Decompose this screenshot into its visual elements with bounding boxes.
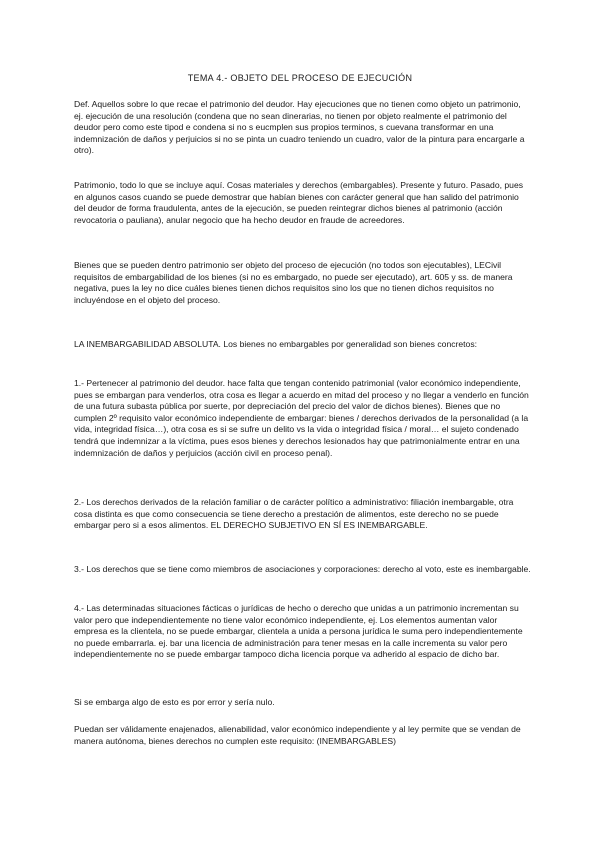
paragraph-bienes-ejecutables: Bienes que se pueden dentro patrimonio ser objeto del proceso de ejecución (no todos son ejecutables), LECivil requisitos de embargabilidad de los bienes (si no es embargado, no puede ser ejecutado), art. 605 y ss. de manera negativa, pues la ley no dice cuáles bienes tienen dichos requisitos sino los que no tienen dichos requisitos no incluyéndose en el objeto del proceso. <box>74 260 513 305</box>
paragraph-enajenacion: Puedan ser válidamente enajenados, alienabilidad, valor económico independiente y al ley permite que se vendan de manera autónoma, bienes derechos no cumplen este requisito: (INEMBARGABLES) <box>74 724 521 746</box>
paragraph-inembargabilidad-heading: LA INEMBARGABILIDAD ABSOLUTA. Los bienes no embargables por generalidad son bienes concretos: <box>74 339 478 349</box>
paragraph-requisito-3: 3.- Los derechos que se tiene como miembros de asociaciones y corporaciones: derecho al voto, este es inembargable. <box>74 564 531 574</box>
paragraph-requisito-4: 4.- Las determinadas situaciones fácticas o jurídicas de hecho o derecho que unidas a un patrimonio incrementan su valor pero que independientemente no tiene valor económico independiente, ej. Los elementos aumentan valor empresa es la clientela, no se puede embargar, clientela a unida a persona jurídica le suma pero independientemente no puede embarrarla. ej. bar una licencia de administración para tener mesas en la calle incrementa su valor pero independientemente no se puede embargar tampoco dicha licencia porque va adherido al espacio de dicho bar. <box>74 603 523 660</box>
paragraph-patrimonio: Patrimonio, todo lo que se incluye aquí. Cosas materiales y derechos (embargables). Presente y futuro. Pasado, pues en algunos casos cuando se puede demostrar que habían bienes con carácter general que han salido del patrimonio del deudor de forma fraudulenta, antes de la ejecución, se pueden reintegrar dichos bienes al patrimonio (acción revocatoria o pauliana), anular negocio que ha hecho deudor en fraude de acreedores. <box>74 180 524 225</box>
paragraph-definition: Def. Aquellos sobre lo que recae el patrimonio del deudor. Hay ejecuciones que no tienen como objeto un patrimonio, ej. ejecución de una resolución (condena que no sean dinerarias, no tienen por objeto realmente el patrimonio del deudor pero como este tipod e condena si no s eucmplen sus propios terminos, s cuevana transformar en una indemnización de daños y perjuicios si no se pinta un cuadro teniendo un cuadro, valor de la pintura para encargarle a otro). <box>74 99 525 156</box>
document-title: TEMA 4.- OBJETO DEL PROCESO DE EJECUCIÓN <box>187 73 413 83</box>
paragraph-requisito-1: 1.- Pertenecer al patrimonio del deudor. hace falta que tengan contenido patrimonial (valor económico independiente, pues se embargan para venderlos, otra cosa es llegar a acuerdo en mitad del proceso y no llegar a venderlo en función de una futura subasta pública por suerte, por depreciación del precio del valor de dichos bienes). Bienes que no cumplen 2º requisito valor económico independiente de embargar: bienes / derechos derivados de la personalidad (a la vida, integridad física…), otra cosa es si se sufre un delito vs la vida o integridad física / moral… el sujeto condenado tendrá que indemnizar a la víctima, pues esos bienes y derechos lesionados hay que patrimonialmente entrar en una indemnización de daños y perjuicios (acción civil en proceso penal). <box>74 378 529 458</box>
paragraph-nulidad: Si se embarga algo de esto es por error y sería nulo. <box>74 697 275 707</box>
paragraph-requisito-2: 2.- Los derechos derivados de la relación familiar o de carácter político a administrativo: filiación inembargable, otra cosa distinta es que como consecuencia se tiene derecho a prestación de alimentos, este derecho no se puede embargar pero si a esos alimentos. EL DERECHO SUBJETIVO EN SÍ ES INEMBARGABLE. <box>74 497 514 531</box>
